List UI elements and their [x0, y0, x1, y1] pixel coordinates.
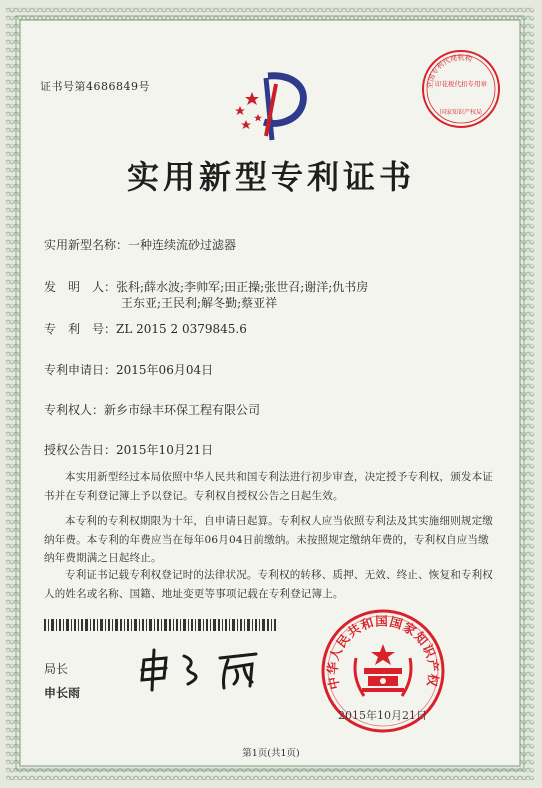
seal-date: 2015年10月21日	[338, 709, 427, 722]
utility-name-value: 一种连续流砂过滤器	[128, 238, 237, 252]
paragraph-term: 本专利的专利权期限为十年，自申请日起算。专利权人应当依照专利法及其实施细则规定缴纳年费。本专利的年费应当在每年06月04日前缴纳。未按照规定缴纳年费的，专利权自应当缴纳年费期满之日起终止。	[44, 515, 493, 564]
filing-date-label: 专利申请日：	[44, 363, 117, 377]
grant-date-value: 2015年10月21日	[116, 443, 214, 457]
certificate-number: 证书号第4686849号	[40, 80, 150, 93]
patent-number-row	[44, 320, 247, 337]
paragraph-grant: 本实用新型经过本局依照中华人民共和国专利法进行初步审查，决定授予专利权，颁发本证书并在专利登记簿上予以登记。专利权自授权公告之日起生效。	[44, 471, 493, 502]
certificate-title: 实用新型专利证书	[126, 158, 415, 196]
director-title: 局长	[44, 662, 69, 676]
inventor-line-1: 张科;薛水波;李帅军;田正操;张世召;谢洋;仇书房	[116, 280, 369, 294]
inventor-row	[44, 278, 368, 295]
patent-number-label: 专 利 号：	[44, 322, 117, 336]
paragraph-legal-status: 专利证书记载专利权登记时的法律状况。专利权的转移、质押、无效、终止、恢复和专利权人的姓名或名称、国籍、地址变更等事项记载在专利登记簿上。	[44, 569, 493, 600]
director-name: 申长雨	[44, 686, 81, 700]
grant-date-label: 授权公告日：	[44, 443, 117, 457]
barcode	[44, 616, 276, 628]
agency-seal-text: 全国专利代理机构	[425, 53, 473, 90]
page-number: 第1页(共1页)	[242, 748, 300, 759]
filing-date-row	[44, 361, 213, 378]
inventor-label: 发 明 人：	[44, 280, 117, 294]
cnipa-logo-icon	[222, 70, 326, 150]
patent-number-value: ZL 2015 2 0379845.6	[116, 322, 247, 336]
seal-org-text: 中华人民共和国国家知识产权	[324, 613, 442, 691]
grant-date-row	[44, 441, 213, 458]
utility-name-label: 实用新型名称：	[44, 238, 129, 252]
patentee-label: 专利权人：	[44, 403, 105, 417]
patentee-row	[44, 401, 260, 418]
agency-seal-bottom-text: 国家知识产权局	[439, 109, 483, 116]
patentee-value: 新乡市绿丰环保工程有限公司	[104, 403, 261, 417]
filing-date-value: 2015年06月04日	[116, 363, 214, 377]
inventor-line-2: 王东亚;王民利;解冬勤;蔡亚祥	[121, 296, 278, 310]
agency-seal-inner-text: 印花税代扣专用章	[435, 80, 487, 88]
tax-agency-seal	[418, 46, 504, 132]
utility-name-row	[44, 236, 236, 253]
director-signature-icon	[136, 646, 266, 692]
